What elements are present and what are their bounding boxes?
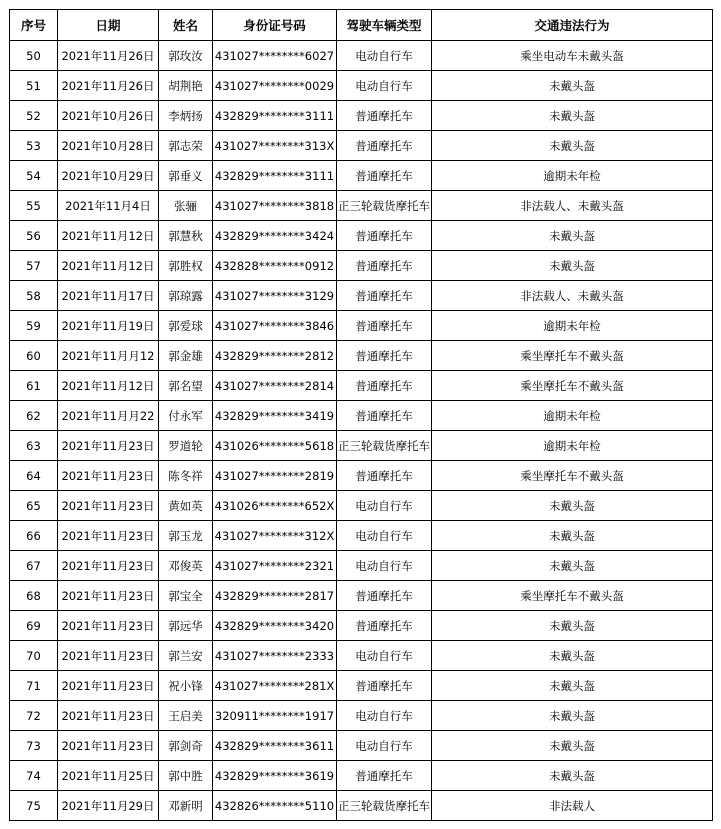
cell-violation: 乘坐电动车未戴头盔 bbox=[432, 41, 713, 71]
cell-date: 2021年11月29日 bbox=[58, 791, 159, 821]
cell-date: 2021年11月23日 bbox=[58, 491, 159, 521]
cell-name: 陈冬祥 bbox=[159, 461, 213, 491]
cell-date: 2021年11月19日 bbox=[58, 311, 159, 341]
cell-serial: 75 bbox=[10, 791, 58, 821]
cell-serial: 70 bbox=[10, 641, 58, 671]
cell-vehicle-type: 普通摩托车 bbox=[337, 671, 432, 701]
table-row bbox=[10, 731, 713, 761]
cell-serial: 52 bbox=[10, 101, 58, 131]
cell-date: 2021年11月12日 bbox=[58, 371, 159, 401]
cell-id-number: 432829********3419 bbox=[213, 401, 337, 431]
cell-name: 罗道轮 bbox=[159, 431, 213, 461]
cell-date: 2021年11月23日 bbox=[58, 611, 159, 641]
cell-name: 郭中胜 bbox=[159, 761, 213, 791]
cell-vehicle-type: 普通摩托车 bbox=[337, 101, 432, 131]
cell-violation: 未戴头盔 bbox=[432, 671, 713, 701]
cell-date: 2021年11月23日 bbox=[58, 641, 159, 671]
cell-serial: 62 bbox=[10, 401, 58, 431]
table-row bbox=[10, 131, 713, 161]
header-violation: 交通违法行为 bbox=[432, 10, 713, 41]
cell-violation: 非法载人、未戴头盔 bbox=[432, 191, 713, 221]
cell-id-number: 432829********3111 bbox=[213, 161, 337, 191]
cell-name: 郭胜权 bbox=[159, 251, 213, 281]
cell-vehicle-type: 普通摩托车 bbox=[337, 221, 432, 251]
table-row bbox=[10, 521, 713, 551]
cell-id-number: 431027********0029 bbox=[213, 71, 337, 101]
cell-serial: 59 bbox=[10, 311, 58, 341]
table-row bbox=[10, 221, 713, 251]
cell-id-number: 431027********2814 bbox=[213, 371, 337, 401]
cell-date: 2021年11月月22 bbox=[58, 401, 159, 431]
cell-serial: 61 bbox=[10, 371, 58, 401]
cell-violation: 未戴头盔 bbox=[432, 251, 713, 281]
cell-serial: 74 bbox=[10, 761, 58, 791]
cell-id-number: 432829********3424 bbox=[213, 221, 337, 251]
cell-name: 郭垂义 bbox=[159, 161, 213, 191]
cell-violation: 未戴头盔 bbox=[432, 131, 713, 161]
cell-violation: 乘坐摩托车不戴头盔 bbox=[432, 581, 713, 611]
cell-violation: 逾期未年检 bbox=[432, 401, 713, 431]
cell-violation: 逾期未年检 bbox=[432, 161, 713, 191]
cell-id-number: 431027********281X bbox=[213, 671, 337, 701]
cell-name: 黄如英 bbox=[159, 491, 213, 521]
cell-date: 2021年11月月12 bbox=[58, 341, 159, 371]
table-row bbox=[10, 71, 713, 101]
cell-date: 2021年11月12日 bbox=[58, 251, 159, 281]
cell-serial: 58 bbox=[10, 281, 58, 311]
cell-serial: 67 bbox=[10, 551, 58, 581]
cell-vehicle-type: 普通摩托车 bbox=[337, 251, 432, 281]
table-row bbox=[10, 791, 713, 821]
table-row bbox=[10, 371, 713, 401]
cell-date: 2021年11月12日 bbox=[58, 221, 159, 251]
cell-serial: 56 bbox=[10, 221, 58, 251]
cell-serial: 71 bbox=[10, 671, 58, 701]
cell-id-number: 431027********2819 bbox=[213, 461, 337, 491]
cell-name: 邓俊英 bbox=[159, 551, 213, 581]
cell-serial: 54 bbox=[10, 161, 58, 191]
cell-serial: 63 bbox=[10, 431, 58, 461]
cell-date: 2021年11月23日 bbox=[58, 551, 159, 581]
cell-name: 祝小锋 bbox=[159, 671, 213, 701]
cell-vehicle-type: 普通摩托车 bbox=[337, 401, 432, 431]
cell-id-number: 432829********3611 bbox=[213, 731, 337, 761]
cell-violation: 乘坐摩托车不戴头盔 bbox=[432, 341, 713, 371]
cell-vehicle-type: 电动自行车 bbox=[337, 641, 432, 671]
cell-vehicle-type: 普通摩托车 bbox=[337, 281, 432, 311]
table-row bbox=[10, 581, 713, 611]
cell-name: 邓新明 bbox=[159, 791, 213, 821]
cell-id-number: 432829********3619 bbox=[213, 761, 337, 791]
cell-id-number: 431027********3129 bbox=[213, 281, 337, 311]
cell-serial: 55 bbox=[10, 191, 58, 221]
cell-serial: 65 bbox=[10, 491, 58, 521]
table-row bbox=[10, 341, 713, 371]
cell-serial: 60 bbox=[10, 341, 58, 371]
table-row bbox=[10, 311, 713, 341]
cell-name: 郭金雄 bbox=[159, 341, 213, 371]
cell-vehicle-type: 电动自行车 bbox=[337, 41, 432, 71]
cell-date: 2021年11月23日 bbox=[58, 731, 159, 761]
table-row bbox=[10, 491, 713, 521]
cell-date: 2021年11月23日 bbox=[58, 521, 159, 551]
cell-serial: 50 bbox=[10, 41, 58, 71]
cell-violation: 未戴头盔 bbox=[432, 551, 713, 581]
cell-id-number: 431026********5618 bbox=[213, 431, 337, 461]
table-body bbox=[10, 41, 713, 821]
cell-vehicle-type: 电动自行车 bbox=[337, 731, 432, 761]
cell-serial: 66 bbox=[10, 521, 58, 551]
cell-violation: 乘坐摩托车不戴头盔 bbox=[432, 371, 713, 401]
cell-serial: 69 bbox=[10, 611, 58, 641]
cell-vehicle-type: 普通摩托车 bbox=[337, 131, 432, 161]
cell-date: 2021年11月25日 bbox=[58, 761, 159, 791]
cell-serial: 68 bbox=[10, 581, 58, 611]
table-row bbox=[10, 161, 713, 191]
cell-date: 2021年11月23日 bbox=[58, 671, 159, 701]
cell-id-number: 431027********313X bbox=[213, 131, 337, 161]
cell-name: 郭名望 bbox=[159, 371, 213, 401]
header-id-number: 身份证号码 bbox=[213, 10, 337, 41]
cell-serial: 57 bbox=[10, 251, 58, 281]
cell-vehicle-type: 普通摩托车 bbox=[337, 761, 432, 791]
table-row bbox=[10, 761, 713, 791]
table-row bbox=[10, 551, 713, 581]
cell-serial: 51 bbox=[10, 71, 58, 101]
cell-name: 胡荆艳 bbox=[159, 71, 213, 101]
cell-id-number: 431027********6027 bbox=[213, 41, 337, 71]
cell-id-number: 320911********1917 bbox=[213, 701, 337, 731]
cell-date: 2021年11月26日 bbox=[58, 41, 159, 71]
cell-id-number: 431027********3818 bbox=[213, 191, 337, 221]
cell-name: 王启美 bbox=[159, 701, 213, 731]
cell-date: 2021年10月26日 bbox=[58, 101, 159, 131]
header-name: 姓名 bbox=[159, 10, 213, 41]
cell-id-number: 431026********652X bbox=[213, 491, 337, 521]
cell-vehicle-type: 正三轮载货摩托车 bbox=[337, 191, 432, 221]
cell-id-number: 432826********5110 bbox=[213, 791, 337, 821]
cell-date: 2021年11月4日 bbox=[58, 191, 159, 221]
cell-date: 2021年11月23日 bbox=[58, 431, 159, 461]
cell-name: 郭志荣 bbox=[159, 131, 213, 161]
table-row bbox=[10, 41, 713, 71]
cell-serial: 72 bbox=[10, 701, 58, 731]
cell-name: 郭琼露 bbox=[159, 281, 213, 311]
table-row bbox=[10, 101, 713, 131]
cell-id-number: 432829********3420 bbox=[213, 611, 337, 641]
cell-date: 2021年11月26日 bbox=[58, 71, 159, 101]
cell-name: 付永军 bbox=[159, 401, 213, 431]
cell-date: 2021年11月17日 bbox=[58, 281, 159, 311]
cell-id-number: 432829********2812 bbox=[213, 341, 337, 371]
cell-violation: 未戴头盔 bbox=[432, 701, 713, 731]
cell-vehicle-type: 正三轮载货摩托车 bbox=[337, 431, 432, 461]
cell-violation: 未戴头盔 bbox=[432, 761, 713, 791]
cell-vehicle-type: 电动自行车 bbox=[337, 701, 432, 731]
cell-vehicle-type: 正三轮载货摩托车 bbox=[337, 791, 432, 821]
cell-vehicle-type: 普通摩托车 bbox=[337, 461, 432, 491]
cell-id-number: 431027********2333 bbox=[213, 641, 337, 671]
cell-date: 2021年11月23日 bbox=[58, 701, 159, 731]
table-row bbox=[10, 281, 713, 311]
cell-date: 2021年10月29日 bbox=[58, 161, 159, 191]
header-row bbox=[10, 10, 713, 41]
cell-violation: 未戴头盔 bbox=[432, 611, 713, 641]
cell-name: 李炳扬 bbox=[159, 101, 213, 131]
cell-id-number: 432829********3111 bbox=[213, 101, 337, 131]
cell-name: 郭兰安 bbox=[159, 641, 213, 671]
table-row bbox=[10, 251, 713, 281]
table-row bbox=[10, 671, 713, 701]
cell-violation: 非法载人、未戴头盔 bbox=[432, 281, 713, 311]
cell-vehicle-type: 普通摩托车 bbox=[337, 311, 432, 341]
cell-id-number: 432828********0912 bbox=[213, 251, 337, 281]
violations-table bbox=[9, 9, 713, 821]
table-row bbox=[10, 641, 713, 671]
cell-vehicle-type: 普通摩托车 bbox=[337, 581, 432, 611]
cell-violation: 乘坐摩托车不戴头盔 bbox=[432, 461, 713, 491]
header-vehicle-type: 驾驶车辆类型 bbox=[337, 10, 432, 41]
cell-name: 郭玉龙 bbox=[159, 521, 213, 551]
table-row bbox=[10, 401, 713, 431]
cell-id-number: 431027********312X bbox=[213, 521, 337, 551]
cell-violation: 未戴头盔 bbox=[432, 101, 713, 131]
cell-vehicle-type: 普通摩托车 bbox=[337, 611, 432, 641]
cell-vehicle-type: 普通摩托车 bbox=[337, 341, 432, 371]
cell-violation: 未戴头盔 bbox=[432, 731, 713, 761]
cell-date: 2021年11月23日 bbox=[58, 461, 159, 491]
cell-violation: 未戴头盔 bbox=[432, 641, 713, 671]
cell-serial: 73 bbox=[10, 731, 58, 761]
cell-violation: 未戴头盔 bbox=[432, 71, 713, 101]
cell-violation: 未戴头盔 bbox=[432, 221, 713, 251]
cell-violation: 逾期未年检 bbox=[432, 431, 713, 461]
cell-violation: 未戴头盔 bbox=[432, 491, 713, 521]
cell-name: 郭爱球 bbox=[159, 311, 213, 341]
cell-id-number: 431027********3846 bbox=[213, 311, 337, 341]
cell-violation: 非法载人 bbox=[432, 791, 713, 821]
table-row bbox=[10, 611, 713, 641]
cell-name: 郭远华 bbox=[159, 611, 213, 641]
table-row bbox=[10, 191, 713, 221]
cell-serial: 53 bbox=[10, 131, 58, 161]
cell-id-number: 431027********2321 bbox=[213, 551, 337, 581]
cell-date: 2021年11月23日 bbox=[58, 581, 159, 611]
table-row bbox=[10, 431, 713, 461]
cell-vehicle-type: 电动自行车 bbox=[337, 551, 432, 581]
cell-vehicle-type: 电动自行车 bbox=[337, 491, 432, 521]
cell-date: 2021年10月28日 bbox=[58, 131, 159, 161]
cell-vehicle-type: 电动自行车 bbox=[337, 71, 432, 101]
cell-name: 郭剑奇 bbox=[159, 731, 213, 761]
table-row bbox=[10, 701, 713, 731]
cell-vehicle-type: 普通摩托车 bbox=[337, 371, 432, 401]
header-serial: 序号 bbox=[10, 10, 58, 41]
cell-name: 郭玫汝 bbox=[159, 41, 213, 71]
cell-vehicle-type: 普通摩托车 bbox=[337, 161, 432, 191]
cell-serial: 64 bbox=[10, 461, 58, 491]
cell-name: 张骊 bbox=[159, 191, 213, 221]
cell-vehicle-type: 电动自行车 bbox=[337, 521, 432, 551]
table-row bbox=[10, 461, 713, 491]
cell-id-number: 432829********2817 bbox=[213, 581, 337, 611]
cell-name: 郭慧秋 bbox=[159, 221, 213, 251]
cell-name: 郭宝全 bbox=[159, 581, 213, 611]
header-date: 日期 bbox=[58, 10, 159, 41]
cell-violation: 逾期未年检 bbox=[432, 311, 713, 341]
cell-violation: 未戴头盔 bbox=[432, 521, 713, 551]
